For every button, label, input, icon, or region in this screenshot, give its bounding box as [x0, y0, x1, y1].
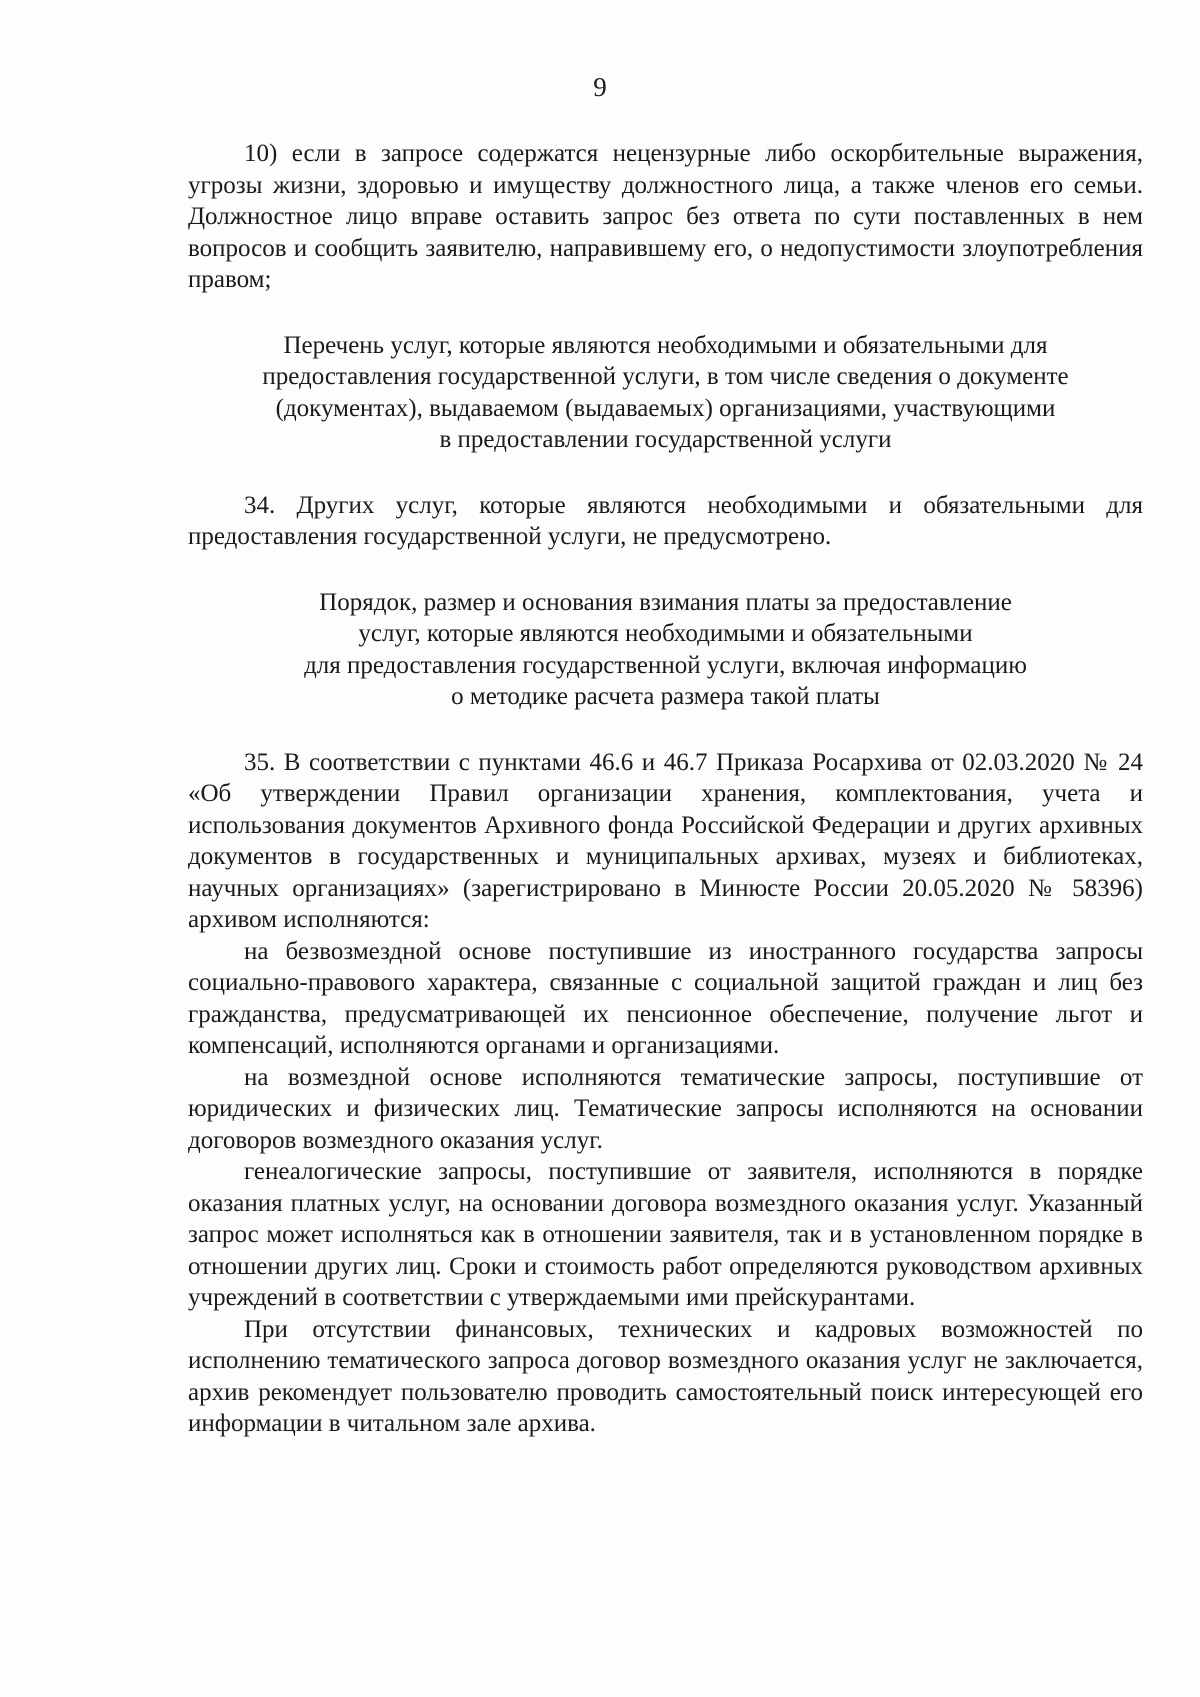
- heading-line: услуг, которые являются необходимыми и обязательными: [358, 620, 973, 647]
- page-number: 9: [593, 72, 607, 102]
- paragraph-free-basis: на безвозмездной основе поступившие из иностранного государства запросы социально-правового характера, связанные с социальной защитой граждан и лиц без гражданства, предусматривающей их пенсионное обеспечение, получение льгот и компенсаций, исполняются органами и организациями.: [188, 937, 1143, 1059]
- paragraph-paid-basis: на возмездной основе исполняются тематические запросы, поступившие от юридических и физических лиц. Тематические запросы исполняются на основании договоров возмездного оказания услуг.: [188, 1063, 1143, 1154]
- heading-line: Перечень услуг, которые являются необходимыми и обязательными для: [283, 331, 1048, 359]
- paragraph-item-10: 10) если в запросе содержатся нецензурные либо оскорбительные выражения, угрозы жизни, здоровью и имуществу должностного лица, а также членов его семьи. Должностное лицо вправе оставить запрос без ответа по сути поставленных в нем вопросов и сообщить заявителю, направившему его, о недопустимости злоупотребления правом;: [188, 140, 1143, 293]
- heading-line: о методике расчета размера такой платы: [451, 683, 880, 710]
- document-body: [188, 138, 1143, 1440]
- paragraph-no-capacity: При отсутствии финансовых, технических и кадровых возможностей по исполнению тематического запроса договор возмездного оказания услуг не заключается, архив рекомендует пользователю проводить самостоятельный поиск интересующей его информации в читальном зале архива.: [188, 1315, 1143, 1437]
- heading-line: в предоставлении государственной услуги: [439, 426, 892, 453]
- heading-line: для предоставления государственной услуги, включая информацию: [304, 651, 1027, 679]
- heading-line: предоставления государственной услуги, в том числе сведения о документе: [262, 363, 1069, 390]
- heading-line: Порядок, размер и основания взимания платы за предоставление: [319, 588, 1012, 616]
- section-heading-services-list: [188, 330, 1143, 456]
- section-heading-fee-procedure: [188, 587, 1143, 713]
- paragraph-34: 34. Других услуг, которые являются необходимыми и обязательными для предоставления государственной услуги, не предусмотрено.: [188, 491, 1143, 550]
- heading-line: (документах), выдаваемом (выдаваемых) организациями, участвующими: [275, 394, 1056, 422]
- paragraph-35: 35. В соответствии с пунктами 46.6 и 46.7 Приказа Росархива от 02.03.2020 № 24 «Об утверждении Правил организации хранения, комплектования, учета и использования документов Архивного фонда Российской Федерации и других архивных документов в государственных и муниципальных архивах, музеях и библиотеках, научных организациях» (зарегистрировано в Минюсте России 20.05.2020 № 58396) архивом исполняются:: [188, 748, 1143, 933]
- paragraph-genealogical: генеалогические запросы, поступившие от заявителя, исполняются в порядке оказания платных услуг, на основании договора возмездного оказания услуг. Указанный запрос может исполняться как в отношении заявителя, так и в установленном порядке в отношении других лиц. Сроки и стоимость работ определяются руководством архивных учреждений в соответствии с утверждаемыми ими прейскурантами.: [188, 1158, 1143, 1311]
